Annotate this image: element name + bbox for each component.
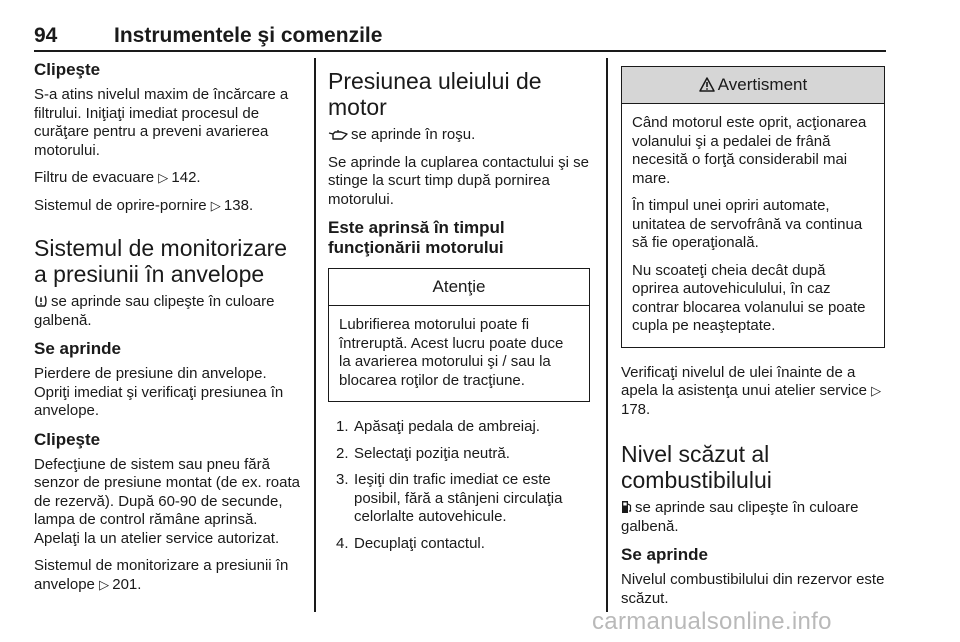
watermark: carmanualsonline.info — [592, 608, 832, 635]
notice-title: Atenţie — [329, 269, 589, 306]
reference-tpms[interactable]: Sistemul de monitorizare a presiunii în anvelope ▷ 201. — [34, 557, 289, 593]
warning-triangle-icon — [699, 77, 715, 92]
reference-arrow-icon: ▷ — [210, 197, 221, 213]
paragraph-pressure-loss: Pierdere de presiune din anvelope. Opriţi imediat şi verificaţi presiunea în anvelope. — [34, 365, 284, 419]
paragraph-oil-startup: Se aprinde la cuplarea contactului şi se stinge la scurt timp după pornirea motorului. — [328, 153, 589, 208]
reference-arrow-icon: ▷ — [99, 576, 110, 592]
header-rule — [34, 50, 886, 52]
paragraph-system-fault: Defecţiune de sistem sau pneu fără senzor de presiune montat (de ex. roata de rezervă). După 60-90 de secunde, lampa de control rămâne aprinsă. Apelaţi la un atelier service autorizat. — [34, 455, 300, 547]
paragraph-check-oil: Verificaţi nivelul de ulei înainte de a apela la asistenţa unui atelier service ▷ 178. — [621, 363, 882, 418]
reference-oil-level[interactable]: 178. — [621, 400, 651, 418]
heading-clipeste: Clipeşte — [34, 60, 101, 79]
warning-paragraph: Când motorul este oprit, acţionarea volanului şi a pedalei de frână necesită o forţă considerabil mai mare. — [632, 114, 867, 187]
oil-can-icon — [328, 129, 348, 141]
column-2 — [328, 60, 590, 561]
list-item: 2. Selectaţi poziţia neutră. — [336, 444, 510, 462]
paragraph-fuel-low: Nivelul combustibilului din rezervor este scăzut. — [621, 571, 885, 607]
warning-header — [622, 67, 884, 104]
heading-se-aprinde: Se aprinde — [34, 339, 121, 358]
warning-paragraph: Nu scoateţi cheia decât după oprirea autovehiculului, în caz contrar blocarea volanului se poate cupla pe neaşteptate. — [632, 261, 866, 334]
notice-box — [328, 268, 590, 402]
paragraph-tpms: se aprinde sau clipeşte în culoare galbenă. — [34, 293, 275, 329]
page-number: 94 — [34, 24, 58, 47]
heading-low-fuel: Nivel scăzut al combustibilului — [621, 441, 772, 493]
heading-engine-running: Este aprinsă în timpul funcţionării motorului — [328, 218, 505, 257]
paragraph-fuel: se aprinde sau clipeşte în culoare galbenă. — [621, 499, 859, 535]
list-item: 1. Apăsaţi pedala de ambreiaj. — [336, 418, 540, 435]
paragraph-filter-load: S-a atins nivelul maxim de încărcare a filtrului. Iniţiaţi imediat procesul de curăţare pentru a preveni avarierea motorului. — [34, 86, 289, 159]
reference-arrow-icon: ▷ — [158, 170, 169, 185]
list-item: 3. Ieşiţi din trafic imediat ce este posibil, fără a stânjeni circulaţia celorlalte autovehicule. — [336, 471, 563, 525]
heading-oil-pressure: Presiunea uleiului de motor — [328, 68, 542, 120]
fuel-pump-icon — [621, 500, 632, 514]
notice-text: Lubrifierea motorului poate fi întreruptă. Acest lucru poate duce la avarierea motorului şi / sau la blocarea roţilor de tracţiune. — [339, 316, 564, 389]
heading-clipeste-2: Clipeşte — [34, 429, 101, 449]
heading-fuel-aprinde: Se aprinde — [621, 545, 708, 564]
paragraph-oil-red: se aprinde în roşu. — [328, 126, 590, 145]
section-title: Instrumentele şi comenzile — [114, 24, 383, 47]
warning-box — [621, 66, 885, 348]
reference-arrow-icon: ▷ — [871, 383, 882, 398]
warning-title: Avertisment — [717, 75, 808, 94]
column-3 — [621, 66, 885, 617]
page-header — [34, 18, 886, 54]
column-divider — [314, 58, 316, 612]
warning-paragraph: În timpul unei opriri automate, unitatea de servofrână va continua să fie operaţională. — [632, 197, 863, 251]
list-item: 4. Decuplaţi contactul. — [336, 534, 485, 552]
tyre-pressure-icon — [34, 294, 48, 308]
reference-exhaust-filter[interactable]: Filtru de evacuare ▷ 142. — [34, 169, 201, 186]
steps-list — [328, 418, 590, 553]
reference-stop-start[interactable]: Sistemul de oprire-pornire ▷ 138. — [34, 196, 254, 214]
column-divider — [606, 58, 608, 612]
heading-tpms: Sistemul de monitorizare a presiunii în anvelope — [34, 235, 288, 287]
column-1 — [34, 60, 302, 603]
